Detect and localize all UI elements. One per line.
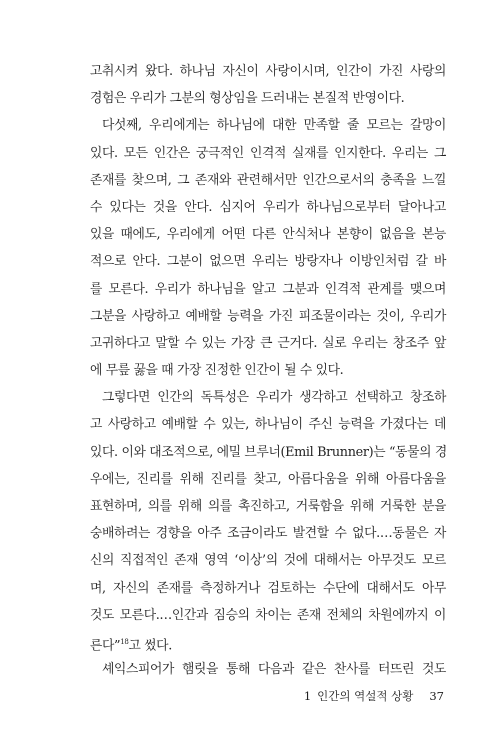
text-line: 고귀하다고 말할 수 있는 가장 큰 근거다. 실로 우리는 창조주 앞 [90, 335, 446, 351]
text-line: 를 모른다. 우리가 하나님을 알고 그분과 인격적 관계를 맺으며 [90, 281, 446, 297]
text-line: 수 있다는 것을 안다. 심지어 우리가 하나님으로부터 달아나고 [90, 199, 446, 215]
text-line: 존재를 찾으며, 그 존재와 관련해서만 인간으로서의 충족을 느낄 [90, 172, 446, 188]
footnote-lead-text: 른다” [90, 638, 121, 654]
text-line-with-footnote [90, 629, 446, 656]
chapter-number: 1 [303, 689, 312, 703]
chapter-title: 인간의 역설적 상황 [317, 689, 414, 703]
text-line: 숭배하려는 경향을 아주 조금이라도 발견할 수 없다.…동물은 자 [90, 526, 446, 542]
text-line: 신의 직접적인 존재 영역 ‘이상’의 것에 대해서는 아무것도 모르 [90, 553, 446, 569]
text-line: 그분을 사랑하고 예배할 능력을 가진 피조물이라는 것이, 우리가 [90, 308, 446, 324]
text-line: 있을 때에도, 우리에게 어떤 다른 안식처나 본향이 없음을 본능 [90, 227, 446, 243]
text-line: 우에는, 진리를 위해 진리를 찾고, 아름다움을 위해 아름다움을 [90, 471, 446, 487]
text-line: 것도 모른다.…인간과 짐승의 차이는 존재 전체의 차원에까지 이 [90, 607, 446, 623]
text-line: 경험은 우리가 그분의 형상임을 드러내는 본질적 반영이다. [90, 91, 405, 107]
page-number: 37 [429, 689, 444, 703]
footnote-tail-text: 고 썼다. [128, 638, 172, 654]
text-line: 고 사랑하고 예배할 수 있는, 하나님이 주신 능력을 가졌다는 데 [90, 417, 446, 433]
page-body [90, 58, 446, 683]
footnote-marker: 18 [120, 637, 129, 646]
paragraph-start-line: 다섯째, 우리에게는 하나님에 대한 만족할 줄 모르는 갈망이 [102, 118, 446, 134]
text-line: 있다. 이와 대조적으로, 에밀 브루너(Emil Brunner)는 “동물의 경 [90, 444, 447, 460]
running-footer [304, 688, 444, 704]
text-line: 표현하며, 의를 위해 의를 촉진하고, 거룩함을 위해 거룩한 분을 [90, 499, 446, 514]
paragraph-start-line: 그렇다면 인간의 독특성은 우리가 생각하고 선택하고 창조하 [102, 390, 446, 406]
text-line: 적으로 안다. 그분이 없으면 우리는 방랑자나 이방인처럼 갈 바 [90, 254, 446, 270]
text-line: 고취시켜 왔다. 하나님 자신이 사랑이시며, 인간이 가진 사랑의 [90, 64, 446, 79]
text-line: 며, 자신의 존재를 측정하거나 검토하는 수단에 대해서도 아무 [90, 580, 446, 596]
paragraph-start-line: 셰익스피어가 햄릿을 통해 다음과 같은 찬사를 터뜨린 것도 [102, 662, 446, 678]
text-line: 있다. 모든 인간은 궁극적인 인격적 실재를 인지한다. 우리는 그 [90, 145, 446, 161]
text-line: 에 무릎 꿇을 때 가장 진정한 인간이 될 수 있다. [90, 363, 344, 379]
